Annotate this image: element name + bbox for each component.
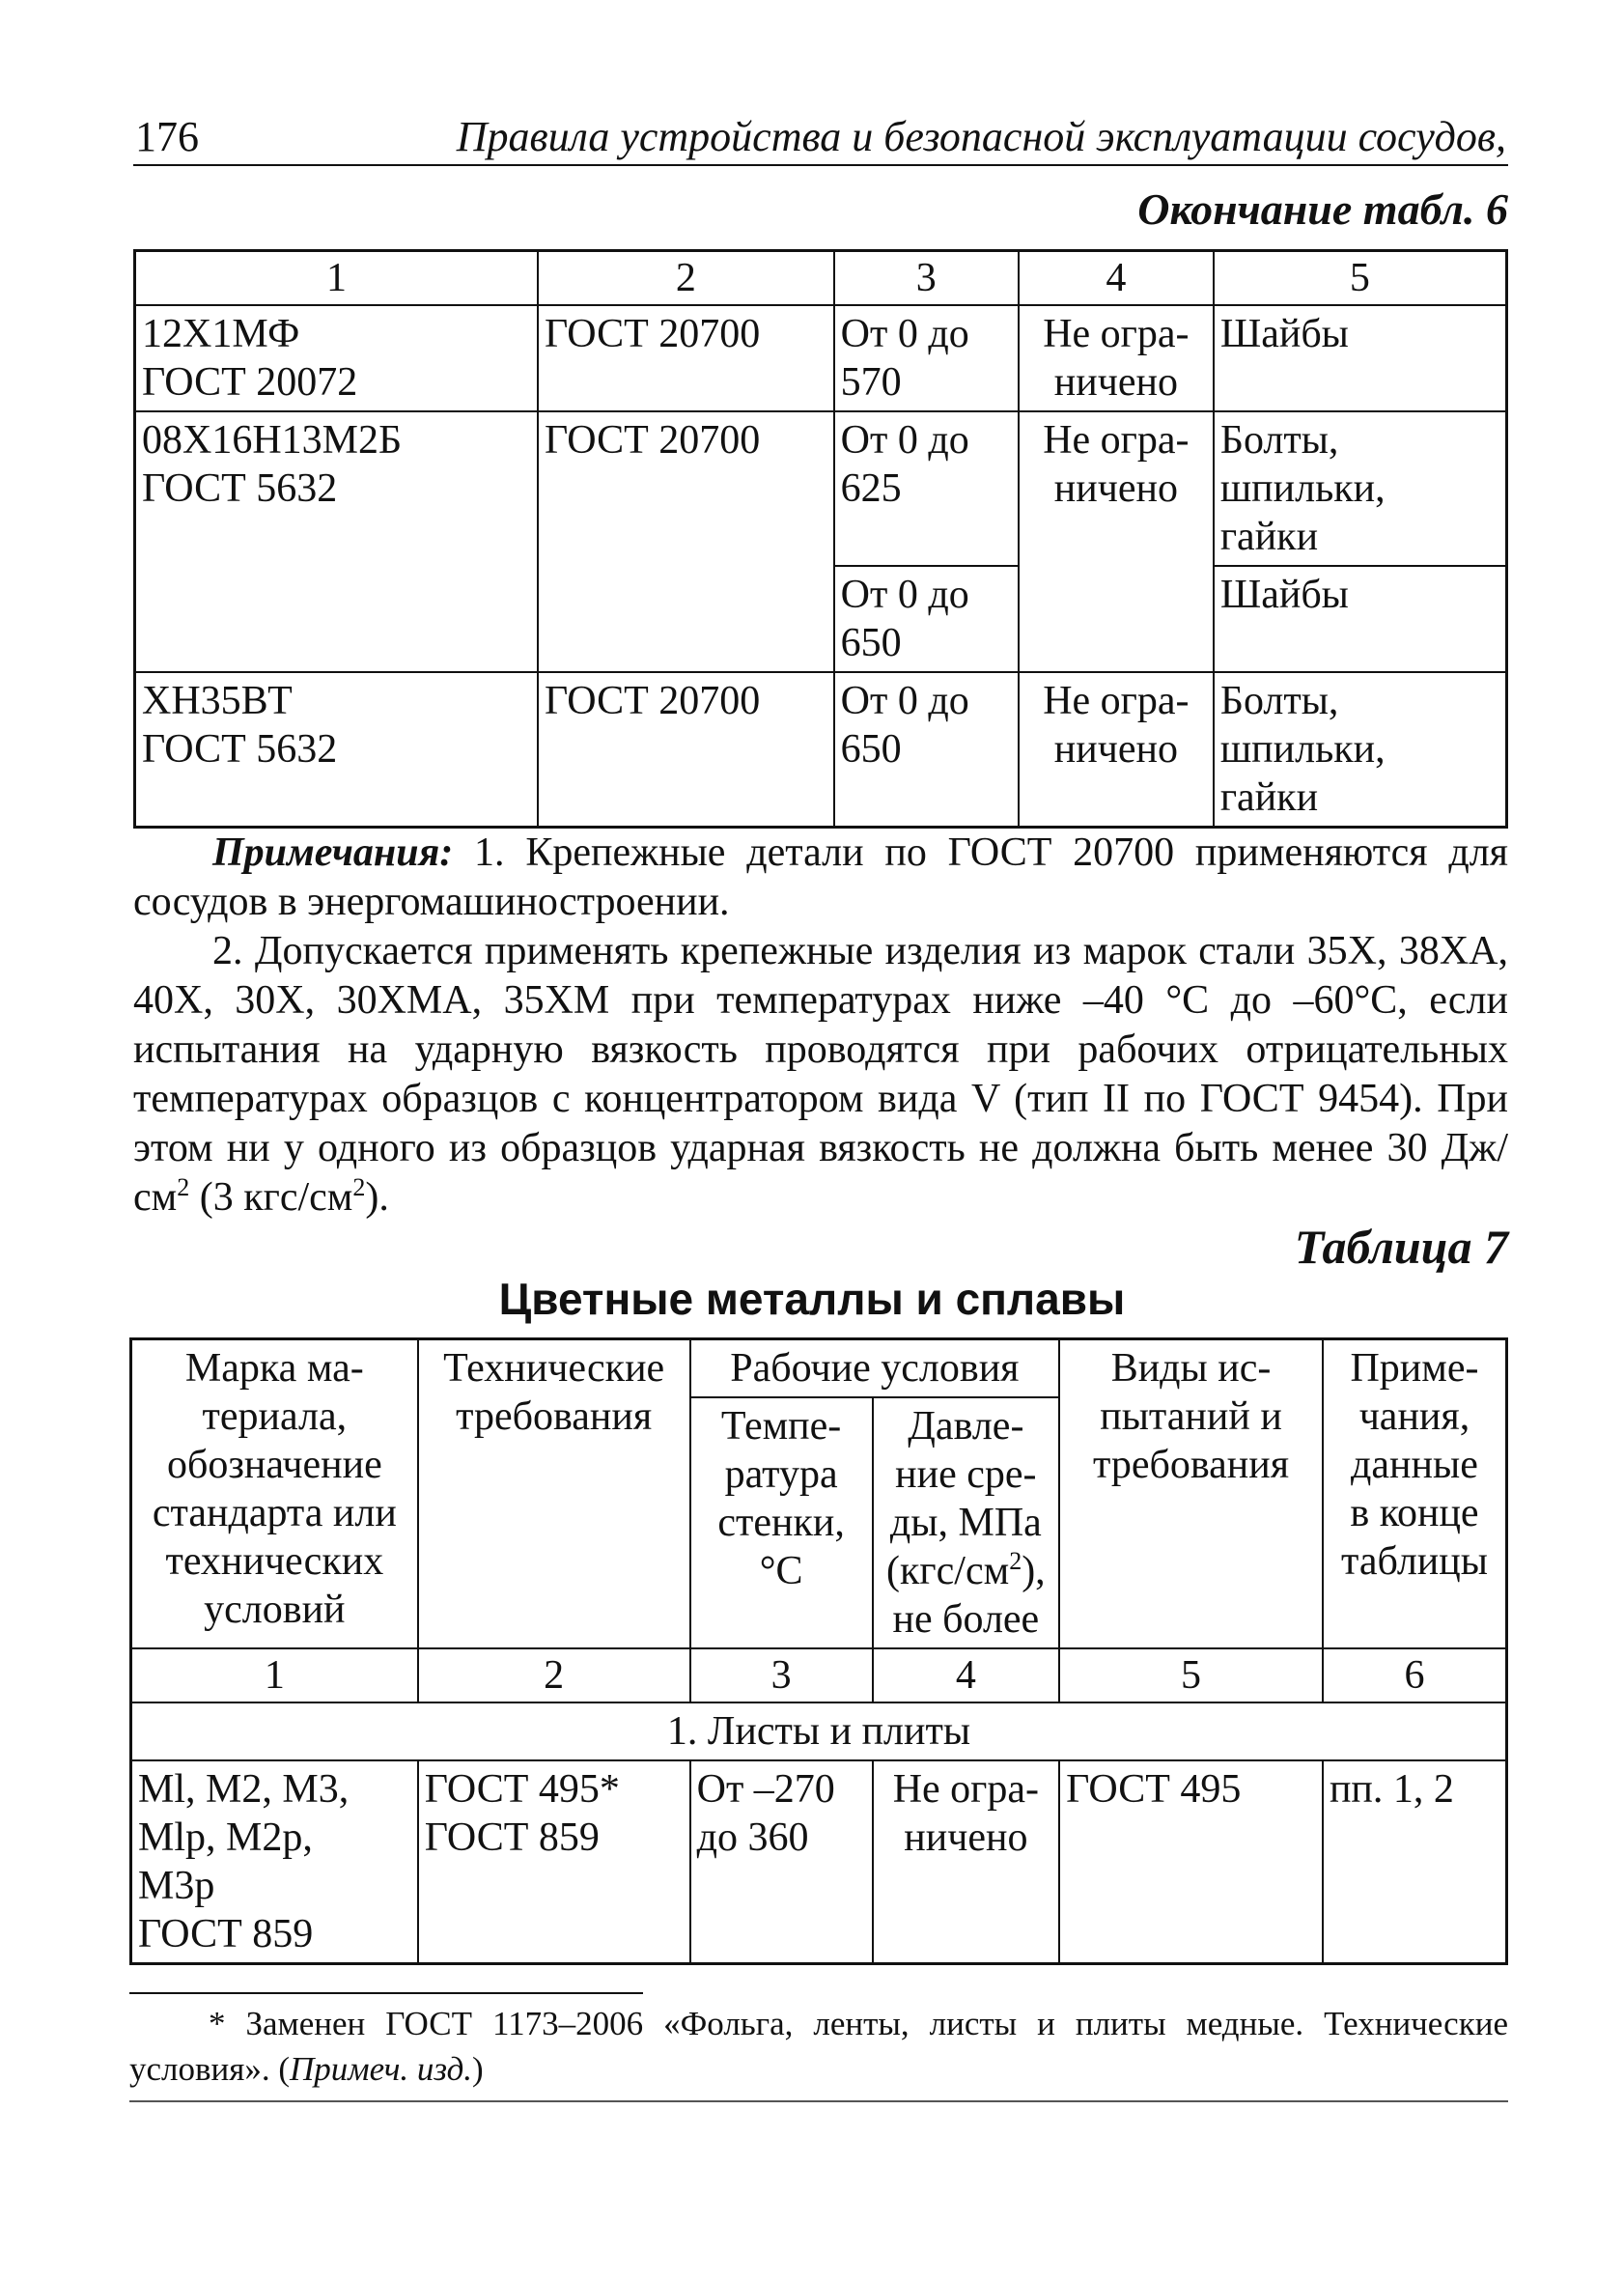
column-number: 3: [834, 251, 1019, 306]
column-number: 1: [131, 1648, 418, 1702]
standard-cell: ГОСТ 20700: [538, 411, 834, 672]
column-number: 2: [418, 1648, 690, 1702]
parts-cell: Болты, шпильки, гайки: [1214, 411, 1507, 566]
table-7-title: Цветные металлы и сплавы: [498, 1274, 1126, 1324]
column-number: 1: [135, 251, 538, 306]
table-6-continuation-label: Окончание табл. 6: [1137, 184, 1508, 234]
temperature-cell: От –270 до 360: [690, 1760, 873, 1964]
material-cell: 12Х1МФ ГОСТ 20072: [135, 305, 538, 411]
column-number: 4: [1019, 251, 1214, 306]
tests-cell: ГОСТ 495: [1059, 1760, 1323, 1964]
column-number: 2: [538, 251, 834, 306]
requirements-cell: ГОСТ 495* ГОСТ 859: [418, 1760, 690, 1964]
footnote: * Заменен ГОСТ 1173–2006 «Фольга, ленты, листы и плиты медные. Технические условия». (Примеч. изд.): [129, 2005, 1508, 2088]
pressure-cell: Не огра- ничено: [873, 1760, 1060, 1964]
table-6-column-numbers: [135, 251, 1507, 306]
table-7-section-row: [131, 1702, 1507, 1760]
material-cell: Ml, М2, М3, Mlp, М2р, М3р ГОСТ 859: [131, 1760, 418, 1964]
table-7-column-numbers: [131, 1648, 1507, 1702]
material-cell: 08Х16Н13М2Б ГОСТ 5632: [135, 411, 538, 672]
column-number: 5: [1059, 1648, 1323, 1702]
parts-cell: Шайбы: [1214, 305, 1507, 411]
notes-cell: пп. 1, 2: [1323, 1760, 1507, 1964]
table-7-header-row: [131, 1339, 1507, 1398]
footnote-separator: [129, 1992, 643, 1994]
temperature-cell: От 0 до 650: [834, 672, 1019, 828]
temperature-cell: От 0 до 625: [834, 411, 1019, 566]
running-title: Правила устройства и безопасной эксплуатации сосудов,: [456, 113, 1506, 160]
running-header: [133, 106, 1508, 166]
table-7-label: Таблица 7: [1294, 1220, 1508, 1274]
column-number: 6: [1323, 1648, 1507, 1702]
standard-cell: ГОСТ 20700: [538, 305, 834, 411]
header-test-types: Виды ис- пытаний и требования: [1059, 1339, 1323, 1649]
header-technical-requirements: Технические требования: [418, 1339, 690, 1649]
material-cell: ХН35ВТ ГОСТ 5632: [135, 672, 538, 828]
table-row: [131, 1760, 1507, 1964]
table-row: [135, 672, 1507, 828]
header-wall-temperature: Темпе- ратура стенки, °С: [690, 1397, 873, 1648]
pressure-cell: Не огра- ничено: [1019, 672, 1214, 828]
parts-cell: Шайбы: [1214, 566, 1507, 672]
note-1: Примечания: 1. Крепежные детали по ГОСТ 20700 применяются для сосудов в энергомашиностроении.: [133, 830, 1508, 924]
standard-cell: ГОСТ 20700: [538, 672, 834, 828]
header-working-conditions: Рабочие условия: [690, 1339, 1060, 1398]
table-6-notes: [133, 829, 1508, 1223]
temperature-cell: От 0 до 650: [834, 566, 1019, 672]
parts-cell: Болты, шпильки, гайки: [1214, 672, 1507, 828]
header-pressure: Давле- ние сре- ды, МПа $(кгс/см^2)$, не более: [873, 1397, 1060, 1648]
notes-label: Примечания:: [212, 830, 454, 875]
pressure-cell: Не огра- ничено: [1019, 305, 1214, 411]
table-row: [135, 411, 1507, 566]
pressure-cell: Не огра- ничено: [1019, 411, 1214, 672]
table-row: [135, 305, 1507, 411]
column-number: 3: [690, 1648, 873, 1702]
temperature-cell: От 0 до 570: [834, 305, 1019, 411]
bottom-rule: [129, 2100, 1508, 2102]
header-material: Марка ма- териала, обозначение стандарта или технических условий: [131, 1339, 418, 1649]
table-7: [129, 1337, 1508, 1965]
column-number: 4: [873, 1648, 1060, 1702]
table-6: [133, 249, 1508, 829]
column-number: 5: [1214, 251, 1507, 306]
note-2: 2. Допускается применять крепежные изделия из марок стали 35Х, 38ХА, 40Х, 30Х, 30ХМА, 35ХМ при температурах ниже –40 °С до –60°С, если испытания на ударную вязкость проводятся при рабочих отрицательных температурах образцов с концентратором вида V (тип II по ГОСТ 9454). При этом ни у одного из образцов ударная вязкость не должна быть менее 30 $Дж/см^2$ (3 кгс/$см^2$).: [133, 929, 1508, 1220]
page-number: 176: [135, 113, 199, 160]
section-title: 1. Листы и плиты: [131, 1702, 1507, 1760]
header-notes: Приме- чания, данные в конце таблицы: [1323, 1339, 1507, 1649]
